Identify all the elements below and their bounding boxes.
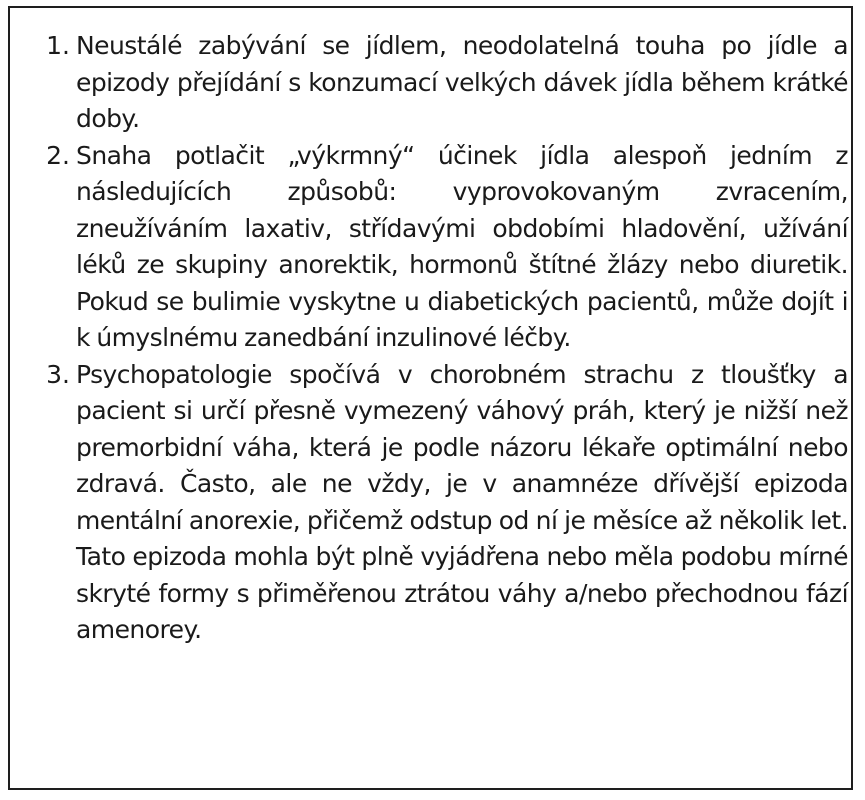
- criterion-number: 1.: [46, 31, 70, 60]
- criteria-list: [32, 28, 848, 649]
- criterion-number: 2.: [46, 140, 70, 170]
- criteria-box: [8, 6, 853, 790]
- criterion-text: Neustálé zabývání se jídlem, neodolatelná touha po jídle a epizody přejídání s konzumací velkých dávek jídla během krátké doby.: [76, 31, 848, 133]
- criterion-item-1: [32, 28, 848, 138]
- criterion-number: 3.: [46, 359, 70, 389]
- criterion-text: Snaha potlačit „výkrmný“ účinek jídla alespoň jedním z následujících způsobů: vyprovokovaným zvracením, zneužíváním laxativ, střídavými obdobími hladovění, užívání léků ze skupiny anorektik, hormonů štítné žlázy nebo diuretik. Pokud se bulimie vyskytne u diabetických pacientů, může dojít i k úmyslnému zanedbání inzulinové léčby.: [76, 140, 848, 352]
- criterion-text: Psychopatologie spočívá v chorobném strachu z tloušťky a pacient si určí přesně vymezený váhový práh, který je nižší než premorbidní váha, která je podle názoru lékaře optimální nebo zdravá. Často, ale ne vždy, je v anamnéze dřívější epizoda mentální anorexie, přičemž odstup od ní je měsíce až několik let. Tato epizoda mohla být plně vyjádřena nebo měla podobu mírné skryté formy s přiměřenou ztrátou váhy a/nebo přechodnou fází amenorey.: [76, 359, 848, 644]
- criterion-item-3: [32, 357, 848, 649]
- criterion-item-2: [32, 138, 848, 357]
